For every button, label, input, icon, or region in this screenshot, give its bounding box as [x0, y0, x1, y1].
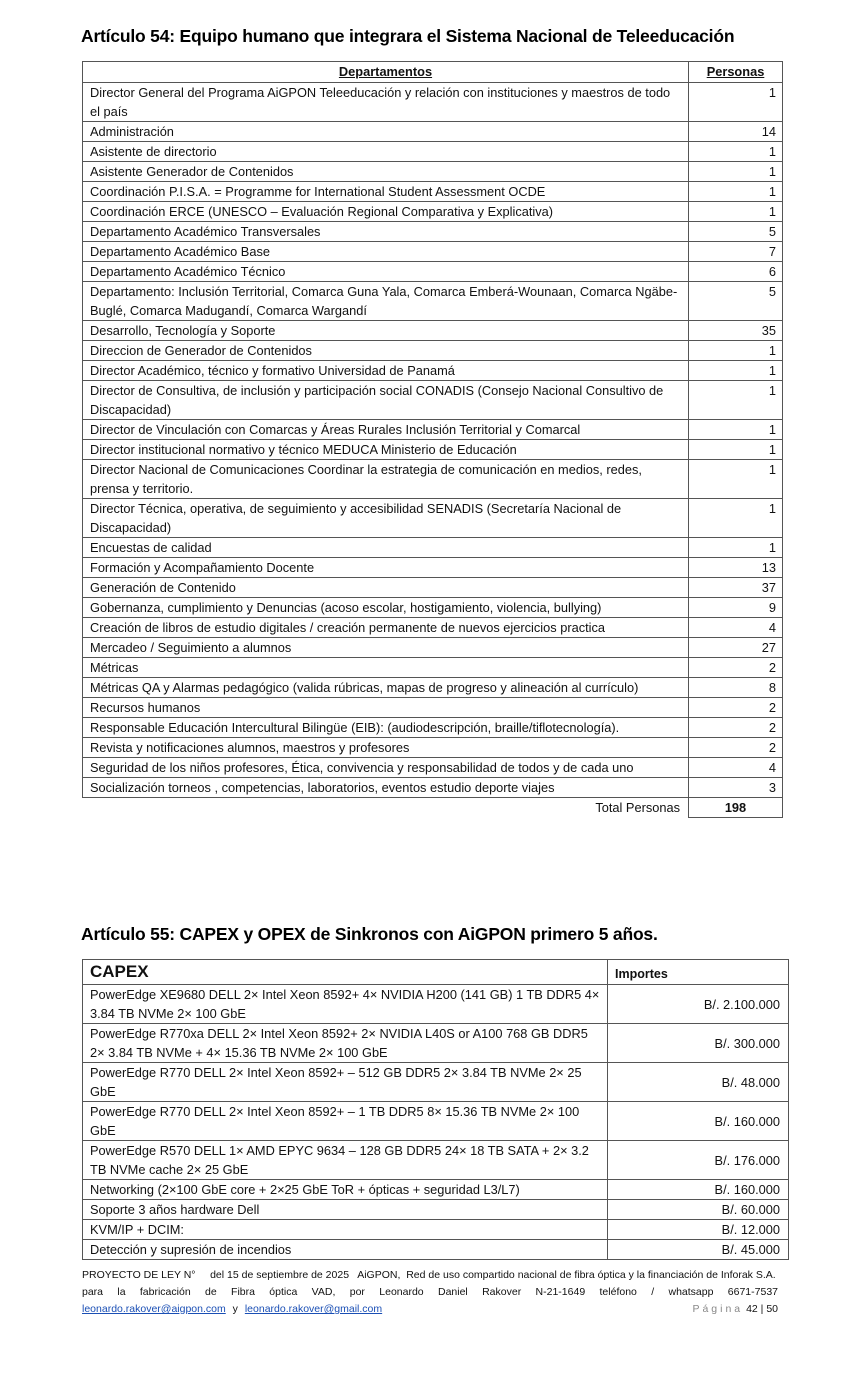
- people-count-cell: 7: [689, 242, 783, 262]
- people-count-cell: 35: [689, 321, 783, 341]
- people-count-cell: 1: [689, 182, 783, 202]
- staff-row: [83, 321, 783, 341]
- capex-amount-cell: B/. 45.000: [608, 1240, 789, 1260]
- people-count-cell: 4: [689, 758, 783, 778]
- department-cell: Creación de libros de estudio digitales / creación permanente de nuevos ejercicios practica: [83, 618, 689, 638]
- people-count-cell: 1: [689, 420, 783, 440]
- capex-amount-cell: B/. 2.100.000: [608, 985, 789, 1024]
- department-cell: Departamento Académico Técnico: [83, 262, 689, 282]
- people-count-cell: 1: [689, 381, 783, 420]
- staff-row: [83, 718, 783, 738]
- department-cell: Métricas: [83, 658, 689, 678]
- staff-row: [83, 202, 783, 222]
- people-count-cell: 14: [689, 122, 783, 142]
- capex-amount-cell: B/. 12.000: [608, 1220, 789, 1240]
- staff-row: [83, 182, 783, 202]
- people-count-cell: 1: [689, 341, 783, 361]
- capex-row: [83, 985, 789, 1024]
- department-cell: Formación y Acompañamiento Docente: [83, 558, 689, 578]
- staff-row: [83, 440, 783, 460]
- department-cell: Métricas QA y Alarmas pedagógico (valida rúbricas, mapas de progreso y alineación al currículo): [83, 678, 689, 698]
- people-count-cell: 2: [689, 718, 783, 738]
- department-cell: Departamento Académico Transversales: [83, 222, 689, 242]
- department-cell: Coordinación P.I.S.A. = Programme for International Student Assessment OCDE: [83, 182, 689, 202]
- people-count-cell: 2: [689, 738, 783, 758]
- people-count-cell: 2: [689, 698, 783, 718]
- people-count-cell: 5: [689, 282, 783, 321]
- department-cell: Director de Consultiva, de inclusión y participación social CONADIS (Consejo Nacional Consultivo de Discapacidad): [83, 381, 689, 420]
- capex-row: [83, 1240, 789, 1260]
- staff-row: [83, 678, 783, 698]
- staff-row: [83, 499, 783, 538]
- people-count-cell: 1: [689, 538, 783, 558]
- staff-row: [83, 222, 783, 242]
- staff-row: [83, 83, 783, 122]
- staff-row: [83, 122, 783, 142]
- staff-row: [83, 658, 783, 678]
- staff-row: [83, 420, 783, 440]
- capex-row: [83, 1141, 789, 1180]
- column-header-capex: CAPEX: [83, 960, 608, 985]
- capex-amount-cell: B/. 60.000: [608, 1200, 789, 1220]
- department-cell: Director de Vinculación con Comarcas y Áreas Rurales Inclusión Territorial y Comarcal: [83, 420, 689, 440]
- people-count-cell: 1: [689, 202, 783, 222]
- article-54-title: Artículo 54: Equipo humano que integrara el Sistema Nacional de Teleeducación: [81, 26, 735, 46]
- capex-table: [82, 959, 789, 1260]
- department-cell: Socialización torneos , competencias, laboratorios, eventos estudio deporte viajes: [83, 778, 689, 798]
- department-cell: Asistente de directorio: [83, 142, 689, 162]
- capex-item-cell: Soporte 3 años hardware Dell: [83, 1200, 608, 1220]
- page-count: 42 | 50: [746, 1303, 778, 1315]
- column-header-departments: Departamentos: [83, 62, 689, 83]
- capex-amount-cell: B/. 176.000: [608, 1141, 789, 1180]
- column-header-people: Personas: [689, 62, 783, 83]
- capex-item-cell: Networking (2×100 GbE core + 2×25 GbE ToR + ópticas + seguridad L3/L7): [83, 1180, 608, 1200]
- capex-row: [83, 1024, 789, 1063]
- staff-row: [83, 778, 783, 798]
- department-cell: Director Académico, técnico y formativo Universidad de Panamá: [83, 361, 689, 381]
- people-count-cell: 3: [689, 778, 783, 798]
- capex-item-cell: PowerEdge R570 DELL 1× AMD EPYC 9634 – 128 GB DDR5 24× 18 TB SATA + 2× 3.2 TB NVMe cache 2× 25 GbE: [83, 1141, 608, 1180]
- staff-row: [83, 618, 783, 638]
- capex-amount-cell: B/. 300.000: [608, 1024, 789, 1063]
- department-cell: Director Nacional de Comunicaciones Coordinar la estrategia de comunicación en medios, redes, prensa y territorio.: [83, 460, 689, 499]
- department-cell: Revista y notificaciones alumnos, maestros y profesores: [83, 738, 689, 758]
- staff-row: [83, 698, 783, 718]
- department-cell: Coordinación ERCE (UNESCO – Evaluación Regional Comparativa y Explicativa): [83, 202, 689, 222]
- department-cell: Generación de Contenido: [83, 578, 689, 598]
- department-cell: Gobernanza, cumplimiento y Denuncias (acoso escolar, hostigamiento, violencia, bullying): [83, 598, 689, 618]
- staff-table-header: [83, 62, 783, 83]
- department-cell: Mercadeo / Seguimiento a alumnos: [83, 638, 689, 658]
- capex-amount-cell: B/. 160.000: [608, 1102, 789, 1141]
- people-count-cell: 9: [689, 598, 783, 618]
- email-link-gmail[interactable]: leonardo.rakover@gmail.com: [244, 1303, 383, 1315]
- people-count-cell: 2: [689, 658, 783, 678]
- staff-row: [83, 538, 783, 558]
- department-cell: Recursos humanos: [83, 698, 689, 718]
- capex-item-cell: PowerEdge R770 DELL 2× Intel Xeon 8592+ – 512 GB DDR5 2× 3.84 TB NVMe 2× 25 GbE: [83, 1063, 608, 1102]
- people-count-cell: 13: [689, 558, 783, 578]
- department-cell: Director Técnica, operativa, de seguimiento y accesibilidad SENADIS (Secretaría Nacional de Discapacidad): [83, 499, 689, 538]
- department-cell: Departamento Académico Base: [83, 242, 689, 262]
- capex-row: [83, 1180, 789, 1200]
- staff-total-row: [83, 798, 783, 818]
- staff-table: [82, 61, 783, 818]
- department-cell: Encuestas de calidad: [83, 538, 689, 558]
- capex-item-cell: PowerEdge XE9680 DELL 2× Intel Xeon 8592+ 4× NVIDIA H200 (141 GB) 1 TB DDR5 4× 3.84 TB NVMe 2× 100 GbE: [83, 985, 608, 1024]
- staff-row: [83, 460, 783, 499]
- page-footer: [82, 1267, 778, 1318]
- total-value: 198: [689, 798, 783, 818]
- page-label: Página: [692, 1303, 744, 1315]
- people-count-cell: 1: [689, 440, 783, 460]
- department-cell: Desarrollo, Tecnología y Soporte: [83, 321, 689, 341]
- article-55-title: Artículo 55: CAPEX y OPEX de Sinkronos con AiGPON primero 5 años.: [81, 924, 658, 944]
- people-count-cell: 1: [689, 162, 783, 182]
- capex-row: [83, 1200, 789, 1220]
- staff-row: [83, 738, 783, 758]
- department-cell: Director General del Programa AiGPON Teleeducación y relación con instituciones y maestros de todo el país: [83, 83, 689, 122]
- people-count-cell: 6: [689, 262, 783, 282]
- department-cell: Seguridad de los niños profesores, Ética, convivencia y responsabilidad de todos y de cada uno: [83, 758, 689, 778]
- capex-item-cell: PowerEdge R770xa DELL 2× Intel Xeon 8592+ 2× NVIDIA L40S or A100 768 GB DDR5 2× 3.84 TB NVMe + 4× 15.36 TB NVMe 2× 100 GbE: [83, 1024, 608, 1063]
- staff-row: [83, 578, 783, 598]
- column-header-amounts: Importes: [608, 960, 789, 985]
- people-count-cell: 1: [689, 499, 783, 538]
- email-link-aigpon[interactable]: leonardo.rakover@aigpon.com: [82, 1303, 226, 1315]
- people-count-cell: 37: [689, 578, 783, 598]
- department-cell: Administración: [83, 122, 689, 142]
- department-cell: Responsable Educación Intercultural Bilingüe (EIB): (audiodescripción, braille/tiflotecnología).: [83, 718, 689, 738]
- capex-item-cell: PowerEdge R770 DELL 2× Intel Xeon 8592+ – 1 TB DDR5 8× 15.36 TB NVMe 2× 100 GbE: [83, 1102, 608, 1141]
- capex-table-header: [83, 960, 789, 985]
- footer-line-1: PROYECTO DE LEY N° del 15 de septiembre de 2025 AiGPON, Red de uso compartido nacional de fibra óptica y la financiación de Inforak S.A.: [82, 1269, 776, 1281]
- department-cell: Departamento: Inclusión Territorial, Comarca Guna Yala, Comarca Emberá-Wounaan, Comarca Ngäbe-Buglé, Comarca Madugandí, Comarca Wargandí: [83, 282, 689, 321]
- page-number: [692, 1301, 778, 1318]
- department-cell: Asistente Generador de Contenidos: [83, 162, 689, 182]
- department-cell: Direccion de Generador de Contenidos: [83, 341, 689, 361]
- footer-line-2: para la fabricación de Fibra óptica VAD, por Leonardo Daniel Rakover N-21-1649 teléfono / whatsapp 6671-7537: [82, 1286, 778, 1298]
- capex-item-cell: Detección y supresión de incendios: [83, 1240, 608, 1260]
- people-count-cell: 1: [689, 460, 783, 499]
- people-count-cell: 27: [689, 638, 783, 658]
- staff-row: [83, 381, 783, 420]
- staff-row: [83, 242, 783, 262]
- staff-row: [83, 361, 783, 381]
- people-count-cell: 1: [689, 361, 783, 381]
- people-count-cell: 1: [689, 83, 783, 122]
- capex-amount-cell: B/. 48.000: [608, 1063, 789, 1102]
- people-count-cell: 4: [689, 618, 783, 638]
- capex-amount-cell: B/. 160.000: [608, 1180, 789, 1200]
- people-count-cell: 5: [689, 222, 783, 242]
- staff-row: [83, 758, 783, 778]
- staff-row: [83, 282, 783, 321]
- staff-row: [83, 262, 783, 282]
- staff-row: [83, 558, 783, 578]
- department-cell: Director institucional normativo y técnico MEDUCA Ministerio de Educación: [83, 440, 689, 460]
- people-count-cell: 1: [689, 142, 783, 162]
- people-count-cell: 8: [689, 678, 783, 698]
- capex-row: [83, 1063, 789, 1102]
- capex-row: [83, 1102, 789, 1141]
- capex-row: [83, 1220, 789, 1240]
- footer-conjunction: y: [232, 1303, 238, 1315]
- staff-row: [83, 142, 783, 162]
- staff-row: [83, 638, 783, 658]
- staff-row: [83, 598, 783, 618]
- staff-row: [83, 162, 783, 182]
- capex-item-cell: KVM/IP + DCIM:: [83, 1220, 608, 1240]
- total-label: Total Personas: [595, 800, 680, 815]
- staff-row: [83, 341, 783, 361]
